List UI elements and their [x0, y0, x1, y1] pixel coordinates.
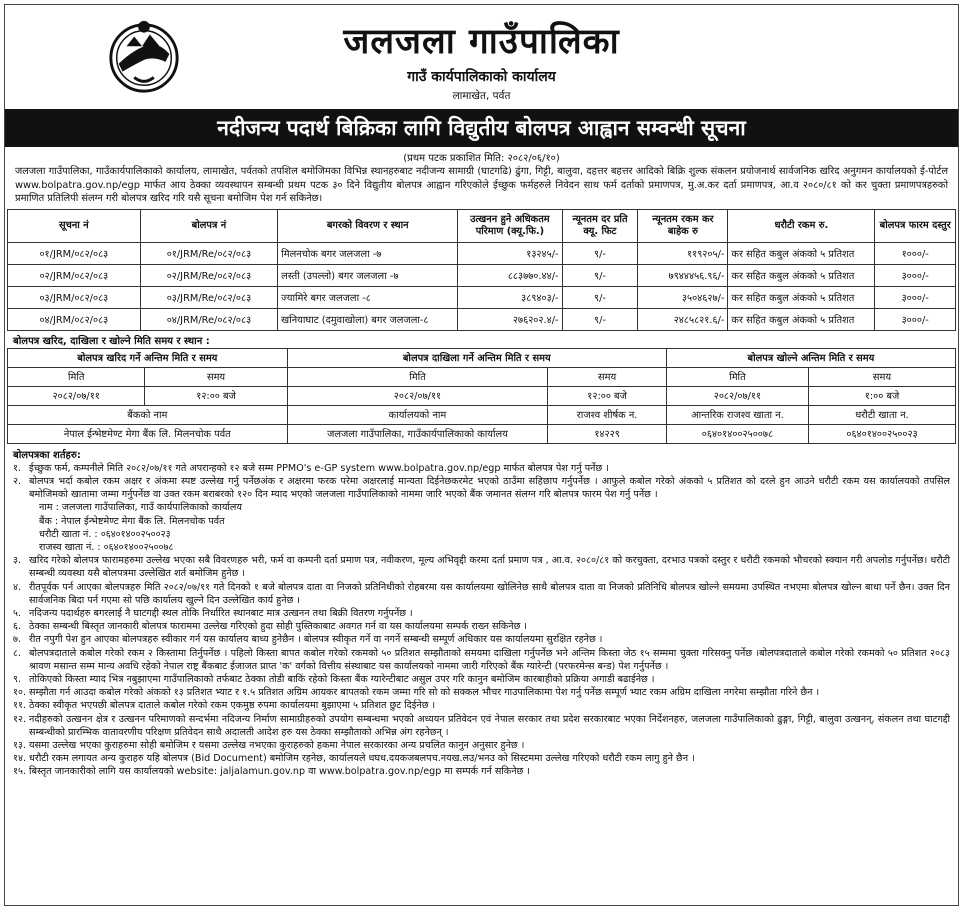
list-item — [13, 752, 950, 765]
time-label: समय — [809, 367, 956, 386]
deposit-account: धरौटी खाता नं. : ०६४०१४००२५००२३ — [39, 528, 171, 540]
revenue-head-value: १४२२९ — [548, 424, 667, 443]
min-amount: ७९४४४५६.९६/- — [638, 264, 728, 286]
opening-date: २०८२/०७/११ — [666, 386, 808, 405]
term-number: ११. — [13, 700, 27, 712]
site-description: ज्यामिरे बगर जलजला -८ — [278, 286, 458, 308]
submission-date: २०८२/०७/११ — [287, 386, 548, 405]
term-text: बोलपत्र भर्दा कबोल रकम अक्षर र अंकमा स्पष्ट उल्लेख गर्नु पर्नेछअंक र अक्षरमा फरक परेमा अक्षरलाई मान्यता दिईनेछकरमेट भएको ठाउँमा सहिछाप गर्नुपर्नेछ । आफुले कबोल गरेको अंकको ५ प्रतिशत को दरले हुन आउने धरौटी रकम यस कार्यालयको तपसिल बमोजिमको खातामा जम्मा गर्नुपर्नेछ वा उक्त रकम बराबरको १२० दिन म्याद भएको जलजला गाउँपालिकाको नाममा जारि भएको बैंक जमानत संलग्न गरि बोलपत्र फारम पेश गर्नु पर्नेछ । — [29, 475, 950, 501]
term-number: ७. — [13, 634, 22, 646]
intro-paragraph: जलजला गाउँपालिका, गाउँकार्यपालिकाको कार्यालय, लामाखेत, पर्वतको तपशिल बमोजिमका विभिन्न स्थानहरुबाट नदीजन्य सामाग्री (घाटगढि) ढुंगा, गिट्टी, बालुवा, दहत्तर बहत्तर आदिको बिक्रि शुल्क संकलन प्रयोजनार्थ सार्वजनिक खरिद अनुगमन कार्यालयको ई-पोर्टल www.bolpatra.gov.np/egp मार्फत आय ठेक्का व्यवस्थापन सम्बन्धी प्रथम पटक ३० दिने विद्युतीय बोलपत्र आह्वान गरिएकोले ईच्छुक फर्महरुले निवेदन साथ फर्म दर्ताको प्रमाणपत्र, मु.अ.कर दर्ता प्रमाणपत्र, आ.व २०८०/८१ को कर चुक्ता प्रमाणपत्रहरुको प्रमाणित प्रतिलिपी संलग्न गरी बोलपत्र खरिद गरि यसै सूचना बमोजिम पेश गर्न सकिनेछ। — [15, 166, 948, 205]
list-item — [13, 647, 950, 673]
min-amount: ३५०४६२७/- — [638, 286, 728, 308]
opening-deadline-header: बोलपत्र खोल्ने अन्तिम मिति र समय — [666, 348, 955, 367]
column-header: न्यूनतम रकम कर बाहेक रु — [638, 209, 728, 242]
purchase-date: २०८२/०७/११ — [8, 386, 145, 405]
revenue-account-label: आन्तरिक राजश्व खाता न. — [666, 405, 808, 424]
term-text: सम्झौता गर्न आउदा कबोल गरेको अंकको १३ प्रतिशत भ्याट र १.५ प्रतिशत अग्रिम आयकर बापतको रकम जम्मा गरि सो को सक्कल भौचर गाउपालिकामा पेश गर्नु पर्नेछ सम्पूर्ण भ्याट रकम अग्रिम दाखिला नगरेमा सम्झौता गरिने छैन । — [29, 687, 820, 699]
list-item — [13, 686, 950, 699]
list-item — [13, 699, 950, 712]
notice-number: ०१/JRM/०८२/०८३ — [8, 242, 141, 264]
list-item — [13, 633, 950, 646]
bid-number: ०३/JRM/Re/०८२/०८३ — [140, 286, 277, 308]
schedule-table — [7, 348, 956, 444]
office-name: गाउँ कार्यपालिकाको कार्यालय — [407, 69, 556, 85]
table-row — [8, 286, 956, 308]
deposit-amount: कर सहित कबुल अंकको ५ प्रतिशत — [728, 264, 875, 286]
bank-name-value: नेपाल ईन्भेष्टमेण्ट मेगा बैंक लि. मिलनचोक पर्वत — [8, 424, 288, 443]
term-number: १३. — [13, 740, 27, 752]
term-text: खरिद गरेको बोलपत्र फारामहरुमा उल्लेख भएका सबै विवरणहरु भरी, फर्म वा कम्पनी दर्ता प्रमाण पत्र, नवीकरण, मूल्य अभिवृद्दी करमा दर्ता प्रमाण पत्र , आ.व. २०८०/८१ को करचुक्ता, दरभाउ पत्रको दस्तुर र धरौटी रकमको भौचरको स्क्यान गरी अपलोड गर्नुपर्नेछ। धरौटी सम्बन्धी व्यवस्था यसै बोलपत्रमा उल्लेखित शर्त बमोजिम हुनेछ । — [29, 555, 950, 580]
term-number: २. — [13, 475, 22, 487]
deposit-account-label: धरौटी खाता न. — [809, 405, 956, 424]
term-number: १४. — [13, 753, 27, 765]
bid-number: ०४/JRM/Re/०८२/०८३ — [140, 308, 277, 330]
form-fee: ३०००/- — [875, 264, 956, 286]
terms-list — [5, 462, 958, 779]
publish-date: (प्रथम पटक प्रकाशित मिति: २०८२/०६/१०) — [403, 153, 560, 164]
term-text: धरौटी रकम लगायत अन्य कुराहरु यहि बोलपत्र (Bid Document) बमोजिम रहनेछ, कार्यालयले धघध.दयकजबलपच.नयख.लउ/भनउ को सिस्टममा उल्लेख गरिएको धरौटी रकम लागु हुने छैन । — [29, 753, 695, 765]
site-description: मिलनचोक बगर जलजला -७ — [278, 242, 458, 264]
term-text: तोकिएको किस्ता म्याद भित्र नबुझाएमा गाउँपालिकाको तर्फबाट ठेक्का तोडी बाकिं रहेको किस्ता बैंक ग्यारेन्टीबाट असुल उपर गरि कानुन बमोजिम कारबाहीको प्रक्रिया अगाडी बढाईनेछ । — [29, 674, 655, 686]
list-item — [13, 607, 950, 620]
term-text: यसमा उल्लेख भएका कुराहरुमा सोही बमोजिम र यसमा उल्लेख नभएका कुराहरुको हकमा नेपाल सरकारका अन्य प्रचलित कानुन अनुसार हुनेछ । — [29, 740, 525, 752]
min-rate: ९/- — [562, 286, 638, 308]
list-item — [13, 765, 950, 778]
term-text: बिस्तृत जानकारीको लागि यस कार्यालयको website: jaljalamun.gov.np वा www.bolpatra.gov.np/egp मा सम्पर्क गर्न सकिनेछ । — [29, 766, 530, 778]
list-item — [13, 739, 950, 752]
notice-page — [4, 4, 959, 906]
purchase-time: १२:०० बजे — [145, 386, 287, 405]
column-header: बगरको विवरण र स्थान — [278, 209, 458, 242]
list-item — [13, 475, 950, 501]
term-number: ४. — [13, 581, 22, 593]
min-rate: ९/- — [562, 264, 638, 286]
submission-time: १२:०० बजे — [548, 386, 667, 405]
revenue-head-label: राजश्व शीर्षक न. — [548, 405, 667, 424]
max-quantity: २७६२०२.४/- — [458, 308, 562, 330]
list-item — [13, 581, 950, 607]
term-number: १. — [13, 462, 22, 474]
deposit-amount: कर सहित कबुल अंकको ५ प्रतिशत — [728, 308, 875, 330]
term-number: ९. — [13, 674, 22, 686]
min-rate: ९/- — [562, 242, 638, 264]
list-item — [13, 713, 950, 739]
max-quantity: १३२४५/- — [458, 242, 562, 264]
deposit-amount: कर सहित कबुल अंकको ५ प्रतिशत — [728, 286, 875, 308]
tender-table — [7, 209, 956, 331]
revenue-account: राजस्व खाता नं. : ०६४०१४००२५००७८ — [39, 542, 174, 553]
notice-number: ०४/JRM/०८२/०८३ — [8, 308, 141, 330]
term-number: १०. — [13, 687, 27, 699]
column-header: बोलपत्र नं — [140, 209, 277, 242]
form-fee: ३०००/- — [875, 286, 956, 308]
list-item — [13, 620, 950, 633]
date-label: मिति — [666, 367, 808, 386]
opening-time: १:०० बजे — [809, 386, 956, 405]
term-number: १५. — [13, 766, 27, 778]
term-text: नदिजन्य पदार्थहरु बगरलाई नै घाटगद्दी स्थल तोकि निर्धारित स्थानबाट मात्र उत्खनन तथा बिक्री वितरण गर्नुपर्नेछ । — [29, 608, 413, 620]
term-number: १२. — [13, 713, 27, 725]
term-text: ठेक्का स्वीकृत भएपछी बोलपत्र दाताले कबोल गरेको रकम एकमुष्ठ रुपमा कार्यालयमा बुझाएमा ५ प्रतिशत छुट दिईनेछ । — [29, 700, 436, 712]
list-item — [13, 462, 950, 475]
column-header: उत्खनन हुने अधिकतम परिमाण (क्यू.फि.) — [458, 209, 562, 242]
office-location: लामाखेत, पर्वत — [452, 90, 511, 102]
column-header: सूचना नं — [8, 209, 141, 242]
site-description: लस्ती (उपल्लो) बगर जलजला -७ — [278, 264, 458, 286]
list-item — [13, 673, 950, 686]
term-text: बोलपत्रदाताले कबोल गरेको रकम २ किस्तामा तिर्नुपर्नेछ । पहिलो किस्ता बापत कबोल गरेको रकमको ५० प्रतिशत सम्झौताको समयमा दाखिला गर्नुपर्नेछ भने अन्तिम किस्ता जेठ १५ सम्ममा चुक्ता गरिसक्नु पर्नेछ ।बोलपत्रदाताले कबोल गरेको रकमको ५० प्रतिशत २०८३ श्रावण मसान्त सम्म मान्य अवधि रहेको नेपाल राष्ट्र बैंकबाट ईजाजत प्राप्त 'क' वर्गको वित्तीय संस्थाबाट यस कार्यालयको नाममा जारी गरिएको बैंक ग्यारेन्टी (परफरमेन्स बन्ड) पेश गर्नुपर्नेछ । — [29, 647, 950, 672]
term-number: ३. — [13, 555, 22, 567]
table-row — [8, 264, 956, 286]
term-number: ५. — [13, 608, 22, 620]
max-quantity: ८८३७७०.४४/- — [458, 264, 562, 286]
schedule-title: बोलपत्र खरिद, दाखिला र खोल्ने मिति समय र स्थान : — [13, 335, 210, 347]
submission-deadline-header: बोलपत्र दाखिला गर्ने अन्तिम मिति र समय — [287, 348, 666, 367]
tender-table-header — [8, 209, 956, 242]
office-name-value: जलजला गाउँपालिका, गाउँकार्यपालिकाको कार्यालय — [287, 424, 548, 443]
term-number: ८. — [13, 647, 22, 659]
deposit-amount: कर सहित कबुल अंकको ५ प्रतिशत — [728, 242, 875, 264]
min-amount: ११९२०५/- — [638, 242, 728, 264]
notice-banner: नदीजन्य पदार्थ बिक्रिका लागि विद्युतीय बोलपत्र आह्वान सम्वन्धी सूचना — [5, 109, 958, 147]
bid-number: ०२/JRM/Re/०८२/०८३ — [140, 264, 277, 286]
column-header: न्यूनतम दर प्रति क्यू. फिट — [562, 209, 638, 242]
list-item — [13, 554, 950, 580]
notice-number: ०२/JRM/०८२/०८३ — [8, 264, 141, 286]
table-row — [8, 242, 956, 264]
date-label: मिति — [8, 367, 145, 386]
bank-name-label: बैंकको नाम — [8, 405, 288, 424]
column-header: बोलपत्र फारम दस्तुर — [875, 209, 956, 242]
term-text: ईच्छुक फर्म, कम्पनीले मिति २०८२/०७/११ गते अपरान्हको १२ बजे सम्म PPMO's e-GP system www.bolpatra.gov.np/egp मार्फत बोलपत्र पेश गर्नु पर्नेछ । — [29, 462, 609, 474]
site-description: खनियाघाट (दमुवाखोला) बगर जलजला-८ — [278, 308, 458, 330]
form-fee: ३०००/- — [875, 308, 956, 330]
min-rate: ९/- — [562, 308, 638, 330]
time-label: समय — [548, 367, 667, 386]
bid-number: ०१/JRM/Re/०८२/०८३ — [140, 242, 277, 264]
table-row — [8, 308, 956, 330]
account-name: नाम : जलजला गाउँपालिका, गाउँ कार्यपालिकाको कार्यालय — [39, 502, 242, 514]
term-text: नदीहरुको उत्खनन क्षेत्र र उत्खनन परिमाणको सन्दर्भमा नदिजन्य निर्माण सामाग्रीहरुको उपयोग सम्बन्धमा भएको अध्ययन प्रतिवेदन एवं नेपाल सरकार तथा प्रदेश सरकारबाट भएका निर्देशनहरु, जलजला गाउँपालिकाको ढुङ्गा, गिट्टी, बालुवा उत्खनन्, संकलन तथा घाटगद्दी सम्बन्धीको प्रारम्भिक वातावरणीय परिक्षण प्रतिवेदन साथै अदालती आदेश हरु यस ठेक्का सम्झौताको अभिन्न अंग रहनेछन् । — [29, 713, 950, 738]
min-amount: २४८५८२१.६/- — [638, 308, 728, 330]
term-text: रीत नपुगी पेश हुन आएका बोलपत्रहरु स्वीकार गर्न यस कार्यालय बाध्य हुनेछैन । बोलपत्र स्वीकृत गर्ने वा नगर्ने सम्बन्धी सम्पूर्ण अधिकार यस कार्यालयमा सुरक्षित रहनेछ । — [29, 634, 603, 646]
notice-number: ०३/JRM/०८२/०८३ — [8, 286, 141, 308]
nepal-government-emblem-icon — [105, 17, 183, 95]
time-label: समय — [145, 367, 287, 386]
revenue-account-value: ०६४०१४००२५००७८ — [666, 424, 808, 443]
column-header: धरौटी रकम रु. — [728, 209, 875, 242]
max-quantity: ३८९४०३/- — [458, 286, 562, 308]
office-name-label: कार्यालयको नाम — [287, 405, 548, 424]
term-number: ६. — [13, 621, 22, 633]
date-label: मिति — [287, 367, 548, 386]
page-title: जलजला गाउँपालिका — [343, 22, 620, 62]
form-fee: १०००/- — [875, 242, 956, 264]
deposit-account-value: ०६४०१४००२५००२३ — [809, 424, 956, 443]
term-text: रीतपूर्वक पर्न आएका बोलपत्रहरु मिति २०८२/०७/११ गते दिनको १ बजे बोलपत्र दाता वा निजको प्रतिनिधीको रोहबरमा यस कार्यालयमा खोलिनेछ साथै बोलपत्र दाता वा निजको प्रतिनिधि बोलपत्र खोल्ने समयमा उपस्थित नभएमा बोलपत्र खोल्न बाधा पर्ने छैन। उक्त दिन सार्वजनिक बिदा पर्न गएमा सो पछि कार्यालय खुल्ने दिन उल्लेखित कार्य हुनेछ । — [29, 581, 950, 606]
purchase-deadline-header: बोलपत्र खरिद गर्ने अन्तिम मिति र समय — [8, 348, 288, 367]
account-bank: बैंक : नेपाल ईन्भेष्टमेण्ट मेगा बैंक लि. मिलनचोक पर्वत — [39, 515, 225, 527]
term-text: ठेक्का सम्बन्धी बिस्तृत जानकारी बोलपत्र फाराममा उल्लेख गरिएको हुदा सोही पुस्तिकाबाट अवगत गर्न वा यस कार्यालयमा सम्पर्क राख्न सकिनेछ । — [29, 621, 528, 633]
terms-title: बोलपत्रका शर्तहरु: — [13, 449, 81, 461]
